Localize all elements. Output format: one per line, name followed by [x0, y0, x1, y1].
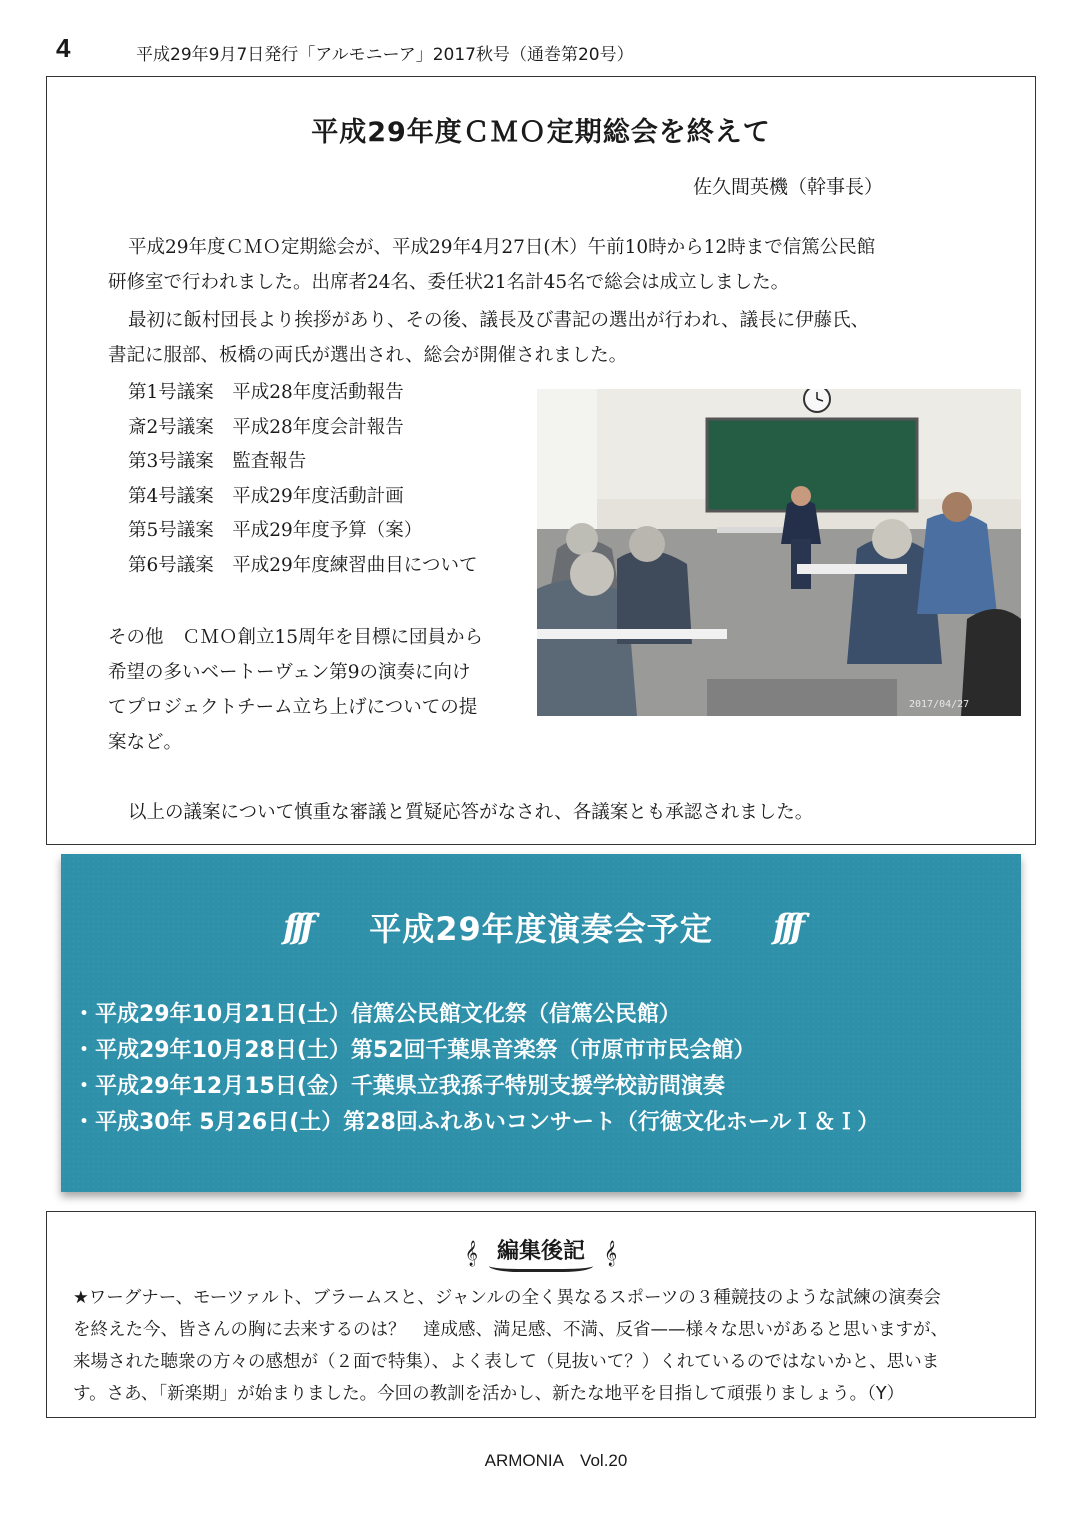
article-author: 佐久間英機（幹事長）	[693, 176, 884, 198]
agenda-item: 第4号議案 平成29年度活動計画	[128, 485, 404, 507]
paragraph-line: てプロジェクトチーム立ち上げについての提	[108, 697, 478, 718]
agenda-list	[128, 376, 477, 583]
postscript-text	[73, 1282, 1013, 1410]
issue-line: 平成29年9月7日発行「アルモニーア」2017秋号（通巻第20号）	[136, 45, 634, 65]
paragraph-1	[108, 230, 988, 300]
paragraph-line: その他 ＣＭＯ創立15周年を目標に団員から	[108, 627, 484, 648]
paragraph-line: 希望の多いベートーヴェン第9の演奏に向け	[108, 662, 471, 683]
postscript-line: す。さあ、「新楽期」が始まりました。今回の教訓を活かし、新たな地平を目指して頑張りましょう。（Y）	[73, 1384, 905, 1404]
paragraph-line: 最初に飯村団長より挨拶があり、その後、議長及び書記の選出が行われ、議長に伊藤氏、	[128, 310, 870, 331]
concert-item: ・平成29年12月15日(金）千葉県立我孫子特別支援学校訪問演奏	[73, 1074, 725, 1099]
postscript-line: 来場された聴衆の方々の感想が（２面で特集）、よく表して（見抜いて？）くれているのではないかと、思いま	[73, 1352, 940, 1372]
agenda-item: 第5号議案 平成29年度予算（案）	[128, 520, 423, 541]
agenda-item: 第1号議案 平成28年度活動報告	[128, 382, 404, 403]
concert-schedule-heading	[61, 904, 1021, 950]
fortissimo-left-icon: fff	[283, 907, 309, 947]
postscript-title: 編集後記	[489, 1234, 593, 1272]
paragraph-2	[108, 303, 988, 373]
paragraph-line: 平成29年度ＣＭＯ定期総会が、平成29年4月27日(木）午前10時から12時まで信篤公民館	[128, 237, 876, 258]
concert-item: ・平成29年10月21日(土）信篤公民館文化祭（信篤公民館）	[73, 1002, 681, 1027]
page-number: 4	[56, 33, 71, 63]
paragraph-line: 案など。	[108, 732, 183, 753]
concert-schedule-title: 平成29年度演奏会予定	[369, 910, 713, 948]
agenda-item: 第6号議案 平成29年度練習曲目について	[128, 554, 478, 576]
meeting-photo	[537, 389, 1021, 716]
meeting-photo-illustration	[537, 389, 1021, 716]
photo-date-stamp: 2017/04/27	[909, 699, 970, 710]
postscript-line: を終えた今、皆さんの胸に去来するのは？ 達成感、満足感、不満、反省——様々な思いがあると思いますが、	[73, 1320, 948, 1340]
paragraph-line: 研修室で行われました。出席者24名、委任状21名計45名で総会は成立しました。	[108, 272, 790, 293]
footer-text: ARMONIA Vol.20	[484, 1451, 628, 1470]
closing-paragraph: 以上の議案について慎重な審議と質疑応答がなされ、各議案とも承認されました。	[128, 802, 814, 823]
fortissimo-right-icon: fff	[773, 907, 799, 947]
agenda-item: 第3号議案 監査報告	[128, 451, 307, 472]
divider	[46, 844, 1036, 845]
concert-list	[73, 997, 879, 1141]
concert-item: ・平成29年10月28日(土）第52回千葉県音楽祭（市原市市民会館）	[73, 1038, 756, 1063]
postscript-line: ★ワーグナー、モーツァルト、ブラームスと、ジャンルの全く異なるスポーツの３種競技のような試練の演奏会	[73, 1288, 941, 1308]
paragraph-line: 書記に服部、板橋の両氏が選出され、総会が開催されました。	[108, 345, 628, 366]
agenda-item: 斎2号議案 平成28年度会計報告	[128, 416, 404, 438]
other-items	[108, 620, 528, 760]
concert-item: ・平成30年 5月26日(土）第28回ふれあいコンサート（行徳文化ホールＩ＆Ｉ）	[73, 1110, 880, 1135]
article-title: 平成29年度ＣＭＯ定期総会を終えて	[311, 117, 771, 148]
treble-clef-icon: 𝄞	[464, 1241, 478, 1266]
postscript-heading	[46, 1234, 1036, 1272]
treble-clef-icon: 𝄞	[604, 1241, 618, 1266]
